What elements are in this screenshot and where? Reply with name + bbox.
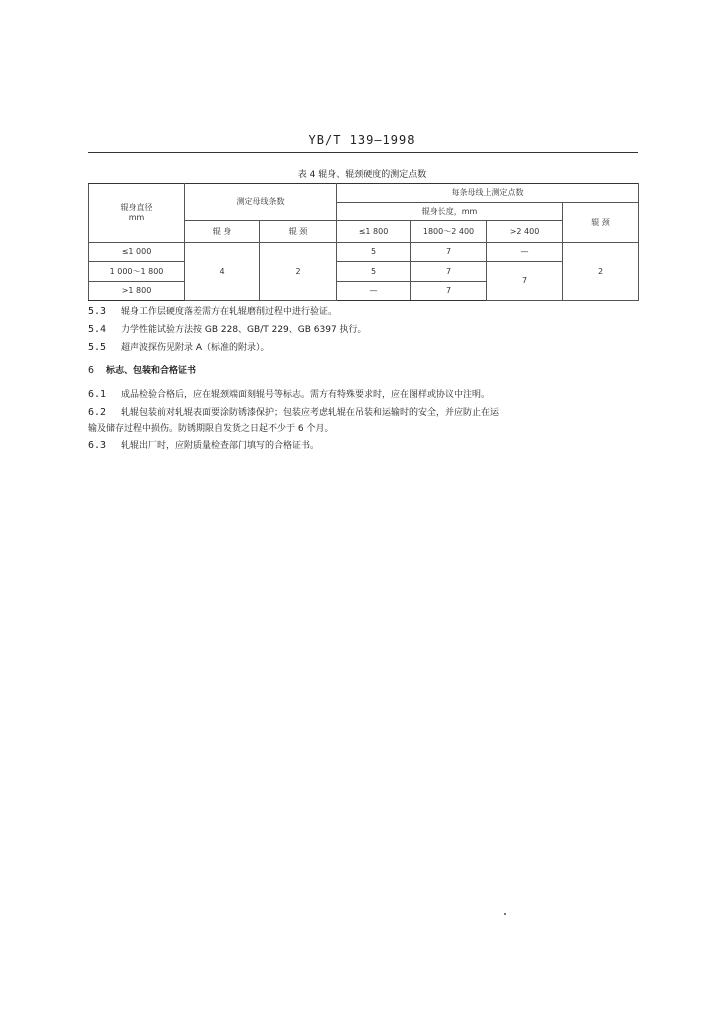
cell-len-1: 5 [337, 243, 411, 262]
clause-number: 5.5 [88, 342, 107, 353]
clause-5-5 [88, 340, 640, 353]
header-diameter-label: 辊身直径 [120, 203, 153, 213]
header-lines: 测定母线条数 [185, 184, 337, 221]
clause-text: 辊身工作层硬度落差需方在轧辊磨削过程中进行验证。 [121, 307, 338, 317]
clause-6-2-continued: 输及储存过程中损伤。防锈期限自发货之日起不少于 6 个月。 [88, 424, 334, 434]
clause-text: 力学性能试验方法按 GB 228、GB/T 229、GB 6397 执行。 [121, 325, 367, 335]
scan-speck [504, 913, 506, 915]
table-row [89, 243, 639, 262]
cell-lines-neck: 2 [260, 243, 337, 301]
cell-len-2: 7 [411, 262, 487, 282]
cell-len-3-merged: 7 [487, 262, 563, 301]
cell-diameter: 1 000～1 800 [89, 262, 185, 282]
section-title: 标志、包装和合格证书 [106, 366, 197, 376]
header-len-1: ≤1 800 [337, 221, 411, 243]
header-len-2: 1800～2 400 [411, 221, 487, 243]
clause-text: 轧辊出厂时，应附质量检查部门填写的合格证书。 [121, 441, 320, 451]
clause-6-2 [88, 405, 640, 418]
section-number: 6 [88, 365, 95, 376]
cell-neck-points: 2 [563, 243, 639, 301]
clause-5-4 [88, 322, 640, 335]
header-diameter [89, 184, 185, 243]
clause-6-1 [88, 387, 640, 400]
header-diameter-unit: mm [128, 213, 145, 222]
clause-number: 5.3 [88, 306, 107, 317]
table-caption: 表 4 辊身、辊颈硬度的测定点数 [297, 170, 427, 180]
clause-text: 成品检验合格后，应在辊颈端面刻辊号等标志。需方有特殊要求时，应在图样或协议中注明。 [121, 390, 491, 400]
cell-diameter: ≤1 000 [89, 243, 185, 262]
clause-5-3 [88, 304, 640, 317]
clause-number: 5.4 [88, 324, 107, 335]
cell-len-3: — [487, 243, 563, 262]
section-6-heading [88, 363, 640, 376]
table-row [89, 262, 639, 282]
cell-len-1: — [337, 282, 411, 301]
header-neck: 辊 颈 [260, 221, 337, 243]
clause-number: 6.1 [88, 389, 107, 400]
cell-len-2: 7 [411, 282, 487, 301]
clause-number: 6.3 [88, 440, 107, 451]
clause-number: 6.2 [88, 407, 107, 418]
cell-len-2: 7 [411, 243, 487, 262]
header-rule [88, 152, 638, 153]
header-length: 辊身长度，mm [337, 203, 563, 221]
cell-diameter: >1 800 [89, 282, 185, 301]
header-len-3: >2 400 [487, 221, 563, 243]
hardness-points-table [88, 183, 639, 301]
header-neck-points: 辊 颈 [563, 203, 639, 243]
cell-len-1: 5 [337, 262, 411, 282]
cell-lines-body: 4 [185, 243, 260, 301]
clause-6-3 [88, 438, 640, 451]
header-points: 每条母线上测定点数 [337, 184, 639, 203]
page-header: YB/T 139—1998 [308, 133, 416, 147]
clause-text: 轧辊包装前对轧辊表面要涂防锈漆保护；包装应考虑轧辊在吊装和运输时的安全，并应防止在运 [121, 408, 500, 418]
clause-text: 超声波探伤见附录 A（标准的附录）。 [121, 343, 270, 353]
header-body: 辊 身 [185, 221, 260, 243]
